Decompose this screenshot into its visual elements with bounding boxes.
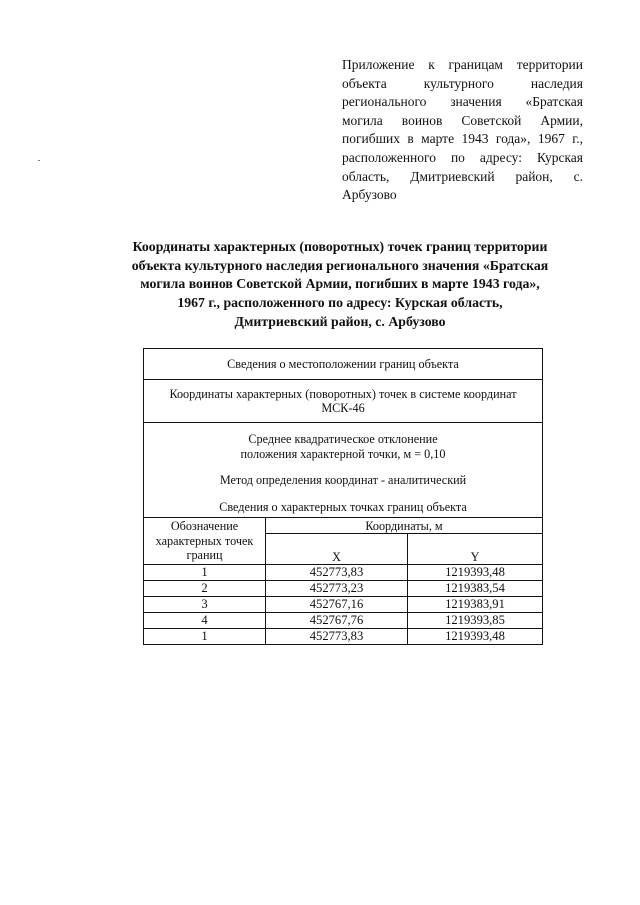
point-number: 4 [144, 613, 266, 629]
point-number: 1 [144, 565, 266, 581]
points-header: Сведения о характерных точках границ объекта [219, 499, 467, 514]
coordinates-table [143, 348, 543, 645]
table-row [144, 613, 543, 629]
y-value: 1219393,85 [408, 613, 543, 629]
point-number: 1 [144, 629, 266, 645]
x-header: X [266, 534, 408, 565]
x-value: 452767,76 [266, 613, 408, 629]
coordinate-system-cell [144, 380, 543, 423]
title-line: 1967 г., расположенного по адресу: Курская область, [177, 295, 503, 311]
title-line: Координаты характерных (поворотных) точек границ территории [132, 239, 548, 254]
coordinate-system-text: Координаты характерных (поворотных) точек в системе координат [169, 386, 517, 401]
point-number: 2 [144, 581, 266, 597]
designation-header: Обозначение характерных точек границ [144, 518, 266, 565]
coordinates-header: Координаты, м [266, 518, 543, 534]
y-value: 1219383,54 [408, 581, 543, 597]
y-value: 1219393,48 [408, 629, 543, 645]
title-line: могила воинов Советской Армии, погибших в марте 1943 года», [140, 276, 540, 292]
appendix-note: Приложение к границам территории объекта культурного наследия регионального значения «Братская могила воинов Советской Армии, погибших в марте 1943 года», 1967 г., расположенного по адресу: Курская область, Дмитриевский район, с. Арбузово [342, 57, 583, 203]
title-line: Дмитриевский район, с. Арбузово [234, 313, 446, 329]
y-value: 1219383,91 [408, 597, 543, 613]
point-number: 3 [144, 597, 266, 613]
scan-artifact [38, 160, 40, 161]
coordinate-system-name: МСК-46 [321, 401, 365, 415]
x-value: 452773,83 [266, 629, 408, 645]
location-header: Сведения о местоположении границ объекта [144, 349, 543, 380]
y-header: Y [408, 534, 543, 565]
table-row [144, 629, 543, 645]
y-value: 1219393,48 [408, 565, 543, 581]
document-title [100, 238, 580, 332]
method-text: Метод определения координат - аналитический [219, 473, 467, 487]
x-value: 452767,16 [266, 597, 408, 613]
table-row [144, 581, 543, 597]
table-row [144, 565, 543, 581]
x-value: 452773,23 [266, 581, 408, 597]
deviation-text: Среднее квадратическое отклонение [248, 432, 438, 446]
title-line: объекта культурного наследия регионального значения «Братская [131, 257, 549, 273]
table-row [144, 597, 543, 613]
accuracy-method-cell [144, 423, 543, 518]
x-value: 452773,83 [266, 565, 408, 581]
deviation-value: положения характерной точки, м = 0,10 [240, 446, 446, 461]
